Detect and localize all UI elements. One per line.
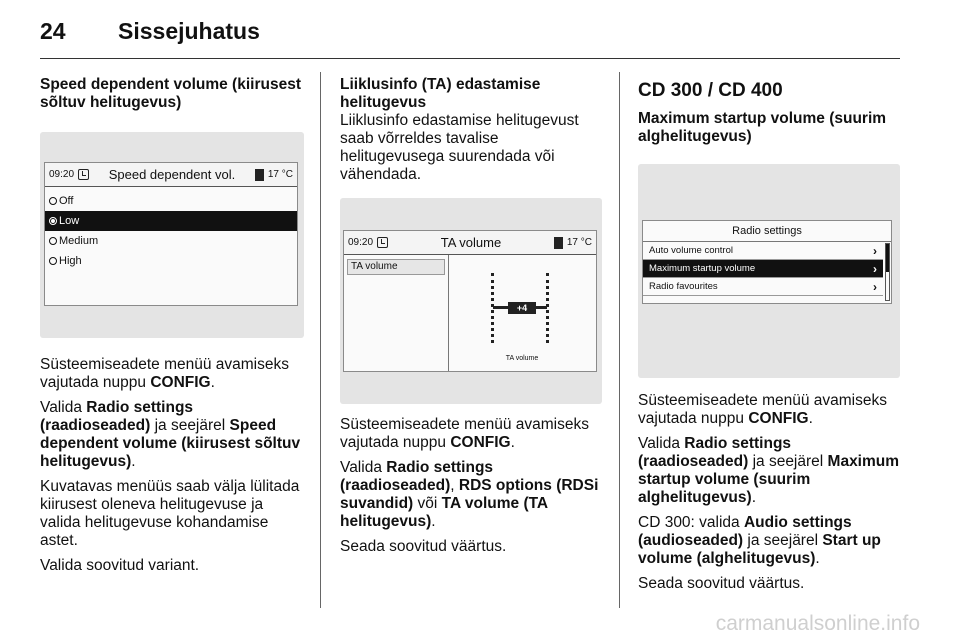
config-keyword: CONFIG bbox=[150, 374, 211, 391]
menu-item-label: Maximum startup volume bbox=[649, 263, 756, 274]
paragraph-cd300 bbox=[638, 514, 902, 568]
screenshot-radio-settings bbox=[638, 164, 900, 378]
menu-keyword: Start up volume (alghelitugevus) bbox=[638, 532, 881, 567]
menu-keyword: Maximum startup volume (suurim alghelitugevus) bbox=[638, 453, 900, 506]
display-screen bbox=[642, 220, 892, 304]
column-divider-1 bbox=[320, 72, 321, 608]
display-title: Radio settings bbox=[643, 221, 891, 242]
option-label: Off bbox=[59, 195, 74, 207]
menu-keyword: Radio settings (raadioseaded) bbox=[638, 435, 792, 470]
text: Valida bbox=[40, 399, 87, 416]
display-status-bar bbox=[45, 163, 297, 187]
volume-slider[interactable] bbox=[486, 273, 554, 343]
chevron-right-icon: › bbox=[873, 261, 877, 276]
option-low[interactable] bbox=[45, 211, 297, 231]
thermometer-icon bbox=[255, 169, 264, 181]
text: Valida bbox=[638, 435, 685, 452]
screenshot-speed-dependent-volume bbox=[40, 132, 304, 338]
menu-item-radio-favourites[interactable] bbox=[643, 278, 883, 296]
option-label: Medium bbox=[59, 235, 99, 247]
slider-value: +4 bbox=[516, 303, 528, 313]
chevron-right-icon: › bbox=[873, 279, 877, 294]
section-intro: Liiklusinfo edastamise helitugevust saab võrreldes tavalise helitugevusega suurendada või vähendada. bbox=[340, 112, 579, 183]
paragraph-set-value: Seada soovitud väärtus. bbox=[638, 575, 805, 592]
section-heading: CD 300 / CD 400 bbox=[638, 80, 783, 101]
paragraph-set-value: Seada soovitud väärtus. bbox=[340, 538, 507, 555]
menu-item-auto-volume[interactable] bbox=[643, 242, 883, 260]
header-rule bbox=[40, 58, 900, 59]
column-cd300-cd400 bbox=[638, 76, 902, 600]
clock-time: 09:20 bbox=[348, 237, 374, 248]
option-label: Low bbox=[59, 215, 80, 227]
option-label: High bbox=[59, 255, 82, 267]
text: , bbox=[450, 477, 459, 494]
config-keyword: CONFIG bbox=[450, 434, 511, 451]
menu-keyword: Audio settings (audioseaded) bbox=[638, 514, 852, 549]
scrollbar-thumb[interactable] bbox=[886, 244, 889, 272]
section-subheading: Maximum startup volume (suurim alghelitugevus) bbox=[638, 110, 887, 145]
paragraph-open-menu bbox=[638, 392, 902, 428]
outside-temperature: 17 °C bbox=[267, 169, 293, 180]
radio-icon bbox=[49, 237, 57, 245]
clock-icon bbox=[377, 237, 388, 248]
text: . bbox=[210, 374, 215, 391]
text: Süsteemiseadete menüü avamiseks vajutada nuppu bbox=[40, 356, 289, 391]
page-title: Sissejuhatus bbox=[118, 18, 260, 44]
menu-item-label: Auto volume control bbox=[649, 245, 733, 256]
menu-keyword: Speed dependent volume (kiirusest sõltuv helitugevus) bbox=[40, 417, 301, 470]
clock-icon bbox=[78, 169, 89, 180]
option-high[interactable] bbox=[45, 251, 297, 271]
watermark: carmanualsonline.info bbox=[715, 612, 920, 635]
radio-selected-icon bbox=[49, 217, 57, 225]
text: või bbox=[413, 495, 442, 512]
paragraph-select bbox=[340, 459, 602, 531]
slider-value-knob[interactable] bbox=[508, 302, 536, 314]
menu-keyword: TA volume (TA helitugevus) bbox=[340, 495, 548, 530]
config-keyword: CONFIG bbox=[748, 410, 809, 427]
paragraph-select bbox=[40, 399, 306, 471]
menu-keyword: Radio settings (raadioseaded) bbox=[40, 399, 194, 434]
display-screen bbox=[44, 162, 298, 306]
section-heading: Speed dependent volume (kiirusest sõltuv helitugevus) bbox=[40, 76, 301, 111]
chevron-right-icon: › bbox=[873, 243, 877, 258]
paragraph-select bbox=[638, 435, 902, 507]
display-title: TA volume bbox=[440, 235, 502, 250]
slider-caption: TA volume bbox=[505, 355, 539, 362]
scrollbar[interactable] bbox=[885, 243, 890, 301]
left-panel bbox=[344, 255, 449, 372]
clock-time: 09:20 bbox=[49, 169, 75, 180]
text: Süsteemiseadete menüü avamiseks vajutada nuppu bbox=[638, 392, 887, 427]
menu-keyword: RDS options (RDSi suvandid) bbox=[340, 477, 599, 512]
column-speed-dependent-volume bbox=[40, 76, 306, 582]
display-screen bbox=[343, 230, 597, 372]
text: Süsteemiseadete menüü avamiseks vajutada nuppu bbox=[340, 416, 589, 451]
text: . bbox=[431, 513, 436, 530]
outside-temperature: 17 °C bbox=[566, 237, 592, 248]
section-heading: Liiklusinfo (TA) edastamise helitugevus bbox=[340, 76, 541, 111]
menu-item-label: Radio favourites bbox=[649, 281, 718, 292]
radio-icon bbox=[49, 197, 57, 205]
option-off[interactable] bbox=[45, 191, 297, 211]
paragraph-description: Kuvatavas menüüs saab välja lülitada kiirusest oleneva helitugevuse ja valida helitugevuse kohandamise astet. bbox=[40, 478, 300, 549]
text: . bbox=[510, 434, 515, 451]
screenshot-ta-volume bbox=[340, 198, 602, 404]
option-medium[interactable] bbox=[45, 231, 297, 251]
display-title: Speed dependent vol. bbox=[108, 167, 236, 182]
thermometer-icon bbox=[554, 237, 563, 249]
text: . bbox=[131, 453, 136, 470]
radio-icon bbox=[49, 257, 57, 265]
paragraph-choose: Valida soovitud variant. bbox=[40, 557, 200, 574]
text: Valida bbox=[340, 459, 387, 476]
menu-item-max-startup-volume[interactable] bbox=[643, 260, 883, 278]
display-status-bar bbox=[344, 231, 596, 255]
text: CD 300: valida bbox=[638, 514, 744, 531]
text: ja seejärel bbox=[743, 532, 823, 549]
text: ja seejärel bbox=[150, 417, 230, 434]
paragraph-open-menu bbox=[340, 416, 602, 452]
page-number: 24 bbox=[40, 18, 66, 44]
menu-keyword: Radio settings (raadioseaded) bbox=[340, 459, 494, 494]
text: . bbox=[815, 550, 820, 567]
column-ta-volume bbox=[340, 76, 602, 563]
column-divider-2 bbox=[619, 72, 620, 608]
text: . bbox=[808, 410, 813, 427]
text: ja seejärel bbox=[748, 453, 828, 470]
paragraph-open-menu bbox=[40, 356, 306, 392]
text: . bbox=[751, 489, 756, 506]
ta-volume-item[interactable]: TA volume bbox=[347, 259, 445, 275]
